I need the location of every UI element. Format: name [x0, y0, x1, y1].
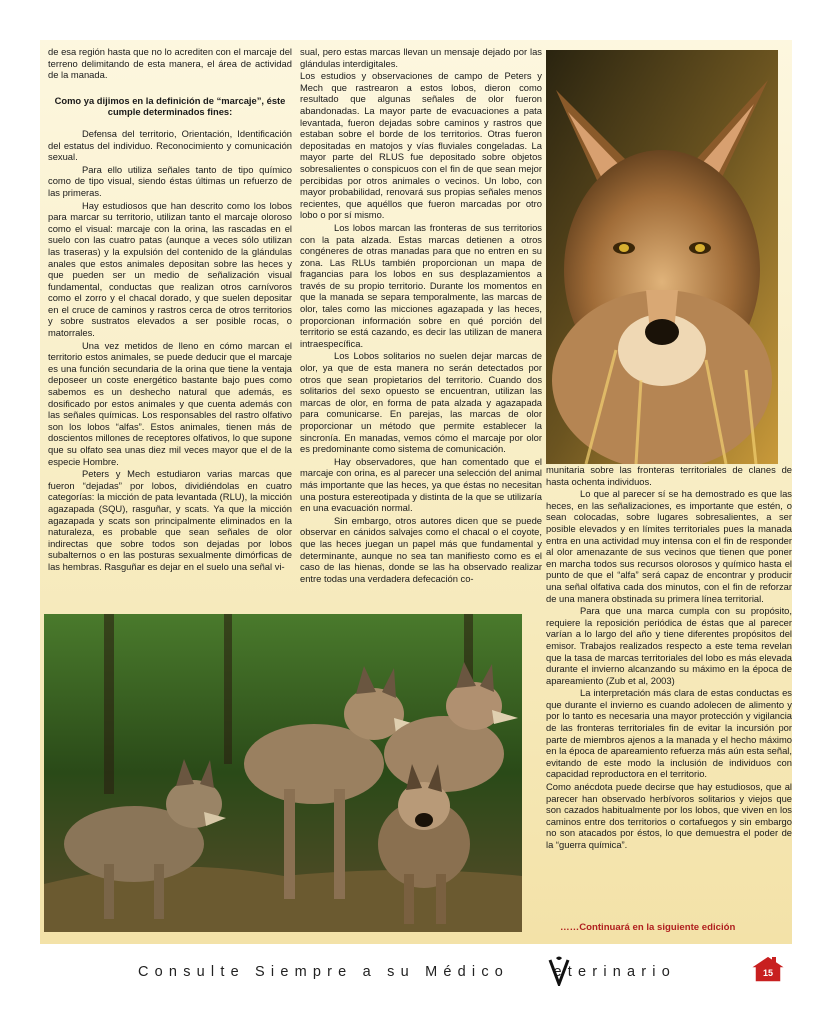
paragraph: Lo que al parecer sí se ha demostrado es que las heces, en las señalizaciones, es importante que estén, o sean colocadas, sobre lugares sobresalientes, a ser posible elevados y en límites territoriales pues la manada entra en una actividad muy intensa con el fin de responder al olor amenazante de sus vecinos que tienen que poner en marcha todos sus recursos olorosos y químico hasta el punto de que el “alfa” será capaz de encontrar y producir una señal olfativa cada dos minutos, con el fin de reforzar de una manera obstinada su primera línea territorial.	[546, 488, 792, 604]
wolf-pack-photo	[44, 614, 522, 932]
section-heading: Como ya dijimos en la definición de “marcaje”, éste cumple determinados fines:	[54, 94, 286, 118]
paragraph: Defensa del territorio, Orientación, Identificación del estatus del individuo. Reconocimiento y comunicación sexual.	[48, 127, 292, 163]
continued-notice: ……Continuará en la siguiente edición	[560, 922, 736, 933]
paragraph: sual, pero estas marcas llevan un mensaje dejado por las glándulas interdigitales.	[300, 46, 542, 69]
footer-text: Consulte Siempre a su Médico	[138, 964, 510, 980]
paragraph: de esa región hasta que no lo acrediten con el marcaje del terreno delimitando de esta manera, el área de actividad de la manada.	[48, 46, 292, 81]
page-number: 15	[762, 968, 773, 978]
footer-slogan	[138, 964, 676, 980]
veterinario-logo-icon	[548, 956, 570, 991]
paragraph: Como anécdota puede decirse que hay estudiosos, que al parecer han observado herbívoros solitarios y viejos que son cazados habitualmente por los lobos, que viven en los caminos entre dos territorios o cortafuegos y sin embargo no son atacados por éstos, lo que demuestra el poder de la “guerra química”.	[546, 781, 792, 850]
paragraph: Los estudios y observaciones de campo de Peters y Mech que rastrearon a estos lobos, dieron como resultado que algunas señales de olor fueron abandonadas. La mayor parte de evacuaciones a pata levantada, fueron dejadas sobre caminos y rastros que estaban sobre el borde de los territorios. Otras fueron depositadas en matojos y vías fluviales congeladas. La mayor parte del RLUS fue depositado sobre objetos sobresalientes o conspicuos con el fin de que sean mejor percibidas por otros animales o vecinos. Un lobo, con mayor probabilidad, renovará sus propias señales menos recientes, que aquéllos que fueron marcadas por otro lobo o por sí mismo.	[300, 70, 542, 221]
paragraph: Hay observadores, que han comentado que el marcaje con orina, es al parecer una selección del animal más importante que las heces, ya que éstas no necesitan una postura estereotipada y distinta de la que se utilizaría en una evacuación normal.	[300, 455, 542, 514]
page-number-badge	[748, 954, 788, 989]
paragraph: Hay estudiosos que han descrito como los lobos para marcar su territorio, utilizan tanto el marcaje oloroso como el visual: marcaje con la orina, las rascadas en el suelo con las cuatro patas (aunque a veces sólo utilizan las traseras) y la expulsión del contenido de la glándulas anales que estos animales depositan sobre las heces y que pueden ser un medio de señalización visual fundamental, conductas que realizan otros carnívoros como el zorro y el chacal dorado, y que suelen depositar en el cruce de caminos y rastros cerca de otros territorios y sobre sustratos elevados a ser posible rocas, o matorrales.	[48, 199, 292, 339]
footer-text-after: eterinario	[553, 964, 676, 980]
paragraph: Peters y Mech estudiaron varias marcas que fueron “dejadas” por lobos, dividiéndolas en cuatro categorías: la micción de pata levantada (RLU), la micción agazapada (SQU), rasguñar, y scats. Ya que la micción agazapada y scats son principalmente eliminados en la naturaleza, es probable que sean señales de olor indirectas que sobre todos son dejadas por lobos subalternos o en las posturas sexualmente dimórficas de las hembras. Rasguñar es dejar en el suelo una señal vi-	[48, 468, 292, 572]
paragraph: Para ello utiliza señales tanto de tipo químico como de tipo visual, siendo éstas últimas un refuerzo de las primeras.	[48, 163, 292, 198]
column-left	[48, 46, 292, 574]
paragraph: Para que una marca cumpla con su propósito, requiere la reposición periódica de éstas que al parecer varían a lo largo del año y tiene diferentes propósitos del emisor. Trabajos realizados respecto a este tema revelan que la tasa de marcas territoriales del lobo es más elevada durante el invierno alcanzando su máximo en la época de apareamiento (Zub et al, 2003)	[546, 605, 792, 686]
column-middle	[300, 46, 542, 585]
coyote-photo	[546, 50, 778, 464]
paragraph: Sin embargo, otros autores dicen que se puede observar en cánidos salvajes como el chacal o el coyote, que las heces juegan un papel más que fundamental y determinante, aunque no sea tan manifiesto como es el caso de las hienas, donde se las ha observado realizar entre todas una verdadera defecación co-	[300, 514, 542, 584]
paragraph: La interpretación más clara de estas conductas es que durante el invierno es cuando adolecen de alimento y por lo tanto es necesaria una mayor protección y vigilancia de las fronteras territoriales fin de evitar la incursión por parte de miembros ajenos a la manada y el hecho máximo en la época de apareamiento refuerza más aún esta señal, evitando de este modo la inclusión de individuos con capacidad reproductora en el territorio.	[546, 687, 792, 780]
column-right	[546, 464, 792, 852]
paragraph: munitaria sobre las fronteras territoriales de clanes de hasta ochenta individuos.	[546, 464, 792, 487]
paragraph: Los Lobos solitarios no suelen dejar marcas de olor, ya que de esta manera no serán detectados por otros que sean propietarios del territorio. Cuando dos solitarios del sexo opuesto se encuentran, utilizan las marcas de olor, en forma de pata alzada y agazapada para comunicarse. En parejas, las marcas de olor proporcionar un método que permite establecer la sincronía. En manadas, vemos cómo el marcaje por olor es predominante como sistema de comunicación.	[300, 350, 542, 455]
paragraph: Los lobos marcan las fronteras de sus territorios con la pata alzada. Estas marcas detienen a otros congéneres de otras manadas para que no entren en su zona. Las RLUs también proporcionan un mapa de fragancias para los lobos en sus desplazamientos a través de su propio territorio. Durante los momentos en que la manada se separa temporalmente, las marcas de olor, tales como las micciones agazapada y las heces, proporcionan información sobre en qué porción del territorio se está cazando, es decir las utilizan de manera intraespecífica.	[300, 221, 542, 349]
paragraph: Una vez metidos de lleno en cómo marcan el territorio estos animales, se puede deducir que el marcaje es una función secundaria de la orina que tiene la ventaja deposeer un coste energético bastante bajo pues como sabemos es un deshecho natural que además, es dosificado por estos animales y que cuenta además con las señales químicas. Los responsables del rastro olfativo son los lobos “alfas”. Estos animales, tienen más de doscientos millones de receptores olfativos, lo que supone que su olfato sea unas diez mil veces mayor que el de la especie Hombre.	[48, 339, 292, 467]
